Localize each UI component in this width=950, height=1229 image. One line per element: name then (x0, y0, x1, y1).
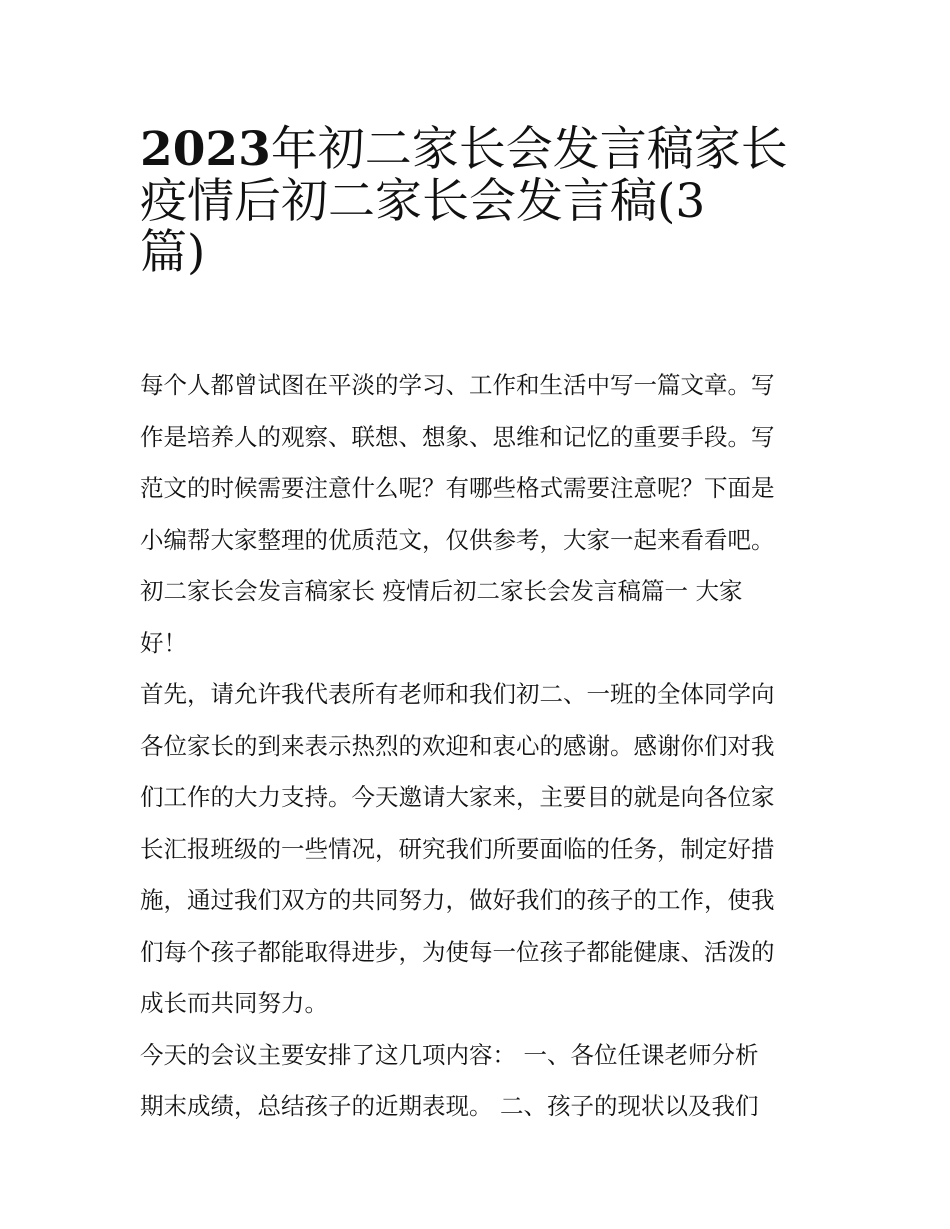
body-line: 长汇报班级的一些情况，研究我们所要面临的任务，制定好措 (140, 834, 775, 863)
body-line: 期末成绩，总结孩子的近期表现。 二、孩子的现状以及我们 (140, 1092, 759, 1120)
body-line: 们每个孩子都能取得进步，为使每一位孩子都能健康、活泼的 (140, 937, 775, 966)
body-line: 施，通过我们双方的共同努力，做好我们的孩子的工作，使我 (140, 886, 775, 914)
title-year: 2023 (140, 122, 271, 177)
body-line: 作是培养人的观察、联想、想象、思维和记忆的重要手段。写 (140, 422, 775, 451)
body-line: 小编帮大家整理的优质范文，仅供参考，大家一起来看看吧。 (140, 525, 775, 554)
body-line: 成长而共同努力。 (140, 989, 328, 1017)
body-line: 每个人都曾试图在平淡的学习、工作和生活中写一篇文章。写 (140, 371, 775, 399)
title-line-2: 疫情后初二家长会发言稿(3 (140, 173, 706, 229)
body-line: 好！ (140, 628, 187, 657)
body-line: 初二家长会发言稿家长 疫情后初二家长会发言稿篇一 大家 (140, 577, 743, 605)
title-line-1: 2023年初二家长会发言稿家长 (140, 122, 788, 177)
body-line: 首先，请允许我代表所有老师和我们初二、一班的全体同学向 (140, 680, 775, 708)
body-line: 们工作的大力支持。今天邀请大家来，主要目的就是向各位家 (140, 783, 775, 811)
body-line: 范文的时候需要注意什么呢？有哪些格式需要注意呢？下面是 (140, 474, 775, 502)
body-line: 今天的会议主要安排了这几项内容： 一、各位任课老师分析 (140, 1040, 759, 1069)
document-title (140, 112, 820, 280)
document-body (140, 360, 816, 1133)
title-line-3: 篇) (140, 225, 206, 280)
body-line: 各位家长的到来表示热烈的欢迎和衷心的感谢。感谢你们对我 (140, 731, 775, 760)
